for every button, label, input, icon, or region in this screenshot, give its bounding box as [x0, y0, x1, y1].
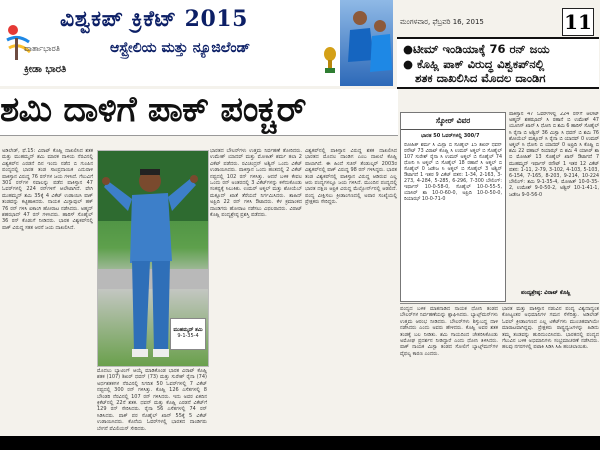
teaser-box	[397, 37, 599, 89]
article-column: ಅಡಿಲೇಡ್, ಫೆ.15: ವಿರಾಟ್ ಕೊಹ್ಲಿ ದಾಖಲಿಸಿದ ಶತಕ ಮತ್ತು ಮುಹಮ್ಮದ್ ಶಮಿ ಮಾರಕ ದಾಳಿಯ ನೆರವಿನಲ್ಲಿ ವಿಶ್ವಕಪ್‌ನ ಎರಡನೆ ದಿನ ಇಂದು ನಡೆದ ಬಿ ಗುಂಪಿನ ಪಂದ್ಯದಲ್ಲಿ ಭಾರತ ತಂಡ ಸಾಂಪ್ರದಾಯಿಕ ಎದುರಾಳಿ ಪಾಕಿಸ್ತಾನ ವಿರುದ್ಧ 76 ರನ್‌ಗಳ ಜಯ ಗಳಿಸಿದೆ. ಗೆಲುವಿಗೆ 301 ರನ್‌ಗಳ ಸವಾಲನ್ನು ಪಡೆದ ಪಾಕಿಸ್ತಾನ 47 ಓವರ್‌ಗಳಲ್ಲಿ 224 ರನ್‌ಗಳಿಗೆ ಆಲೌಟಾಗಿದೆ. ವೇಗಿ ಮುಹಮ್ಮದ್ ಶಮಿ 35ಕ್ಕೆ 4 ವಿಕೆಟ್ ಉಡಾಯಿಸಿ ಪಾಕ್ ತಂಡವನ್ನು ಕಟ್ಟಿಹಾಕಿದರು. ನಾಯಕ ಮಿಸ್ಬಾವುಲ್ ಹಕ್ 76 ರನ್ ಗಳಿಸಿ ಏಕಾಂಗಿ ಹೋರಾಟ ನಡೆಸಿದರು. ಅಹ್ಮದ್ ಶಹಝಾದ್ 47 ರನ್ ಗಳಿಸಿದರು. ಹಾರಿಸ್ ಸೊಹೈಲ್ 36 ರನ್ ಕೊಡುಗೆ ನೀಡಿದರು. ಭಾರತ ವಿಶ್ವಕಪ್‌ನಲ್ಲಿ ಪಾಕ್ ವಿರುದ್ಧ ಸತತ ಆರನೆ ಜಯ ದಾಖಲಿಸಿದೆ.	[2, 148, 93, 231]
publication-label: ವಾರ್ತಾಭಾರತಿ	[24, 44, 60, 53]
divider	[400, 303, 599, 304]
teaser-line: ಶತಕ ದಾಖಲಿಸಿದ ಮೊದಲ ದಾಂಡಿಗ	[415, 71, 546, 85]
scorecard-heading: ಸ್ಕೋರ್ ವಿವರ	[401, 113, 505, 130]
masthead-title: ವಿಶ್ವಕಪ್ ಕ್ರಿಕೆಟ್ 2015	[60, 6, 248, 32]
article-column: ಭಾರತದ ಬೌಲರ್‌ಗಳು ಉತ್ತಮ ನಿರ್ವಹಣೆ ತೋರಿದರು. ಉಮೇಶ್ ಯಾದವ್ ಮತ್ತು ಮೋಹಿತ್ ಶರ್ಮ ತಲಾ 2 ವಿಕೆಟ್ ಪಡೆದರು. ರವಿಚಂದ್ರನ್ ಅಶ್ವಿನ್ ಒಂದು ವಿಕೆಟ್ ಉಡಾಯಿಸಿದರು. ಪಾಕಿಸ್ತಾನ ಒಂದು ಹಂತದಲ್ಲಿ 2 ವಿಕೆಟ್ ನಷ್ಟದಲ್ಲಿ 102 ರನ್ ಗಳಿಸಿತ್ತು. ಆದರೆ ಬಳಿಕ ಕೇವಲ ಒಂದು ರನ್ ಅಂತರದಲ್ಲಿ 3 ವಿಕೆಟ್‌ಗಳನ್ನು ಕಳೆದುಕೊಂಡು ಸಂಕಷ್ಟಕ್ಕೆ ಸಿಲುಕಿತು. ಉಮರ್ ಅಕ್ಮಲ್ ಮತ್ತು ಶೋಯೆಬ್ ಮಕ್ಸೂದ್ ಖಾತೆ ತೆರೆಯದೆ ನಿರ್ಗಮಿಸಿದರು. ಶಾಹಿದ್ ಅಫ್ರಿದಿ 22 ರನ್ ಗಳಿಸಿ ಔಟಾದರು. ಕೆಳ ಕ್ರಮಾಂಕದ ದಾಂಡಿಗರು ಹೋರಾಟ ನಡೆಸಲು ವಿಫಲರಾದರು. ವಿರಾಟ್ ಕೊಹ್ಲಿ ಪಂದ್ಯಶ್ರೇಷ್ಠ ಪ್ರಶಸ್ತಿ ಪಡೆದರು.	[210, 148, 302, 219]
masthead-banner	[0, 0, 393, 86]
photo-caption	[170, 318, 206, 350]
teaser-line: ●ಟೀಮ್ ಇಂಡಿಯಾಕ್ಕೆ 76 ರನ್ ಜಯ	[403, 42, 550, 56]
page-number: 11	[562, 8, 594, 36]
trophy-icon	[323, 46, 337, 74]
sidebar-footer: ಪಂದ್ಯಶ್ರೇಷ್ಠ: ವಿರಾಟ್ ಕೊಹ್ಲಿ	[521, 290, 571, 296]
caption-name: ಮುಹಮ್ಮದ್ ಶಮಿ	[173, 327, 203, 333]
article-column: ಮೊದಲು ಬ್ಯಾಟಿಂಗ್ ಆಯ್ಕೆ ಮಾಡಿಕೊಂಡ ಭಾರತ ವಿರಾಟ್ ಕೊಹ್ಲಿ ಶತಕ (107) ಶಿಖರ್ ಧವನ್ (73) ಮತ್ತು ಸುರೇಶ್ ರೈನಾ (74) ಅರ್ಧಶತಕಗಳ ನೆರವಿನಲ್ಲಿ ನಿಗದಿತ 50 ಓವರ್‌ಗಳಲ್ಲಿ 7 ವಿಕೆಟ್ ನಷ್ಟದಲ್ಲಿ 300 ರನ್ ಗಳಿಸಿತ್ತು. ಕೊಹ್ಲಿ 126 ಎಸೆತಗಳಲ್ಲಿ 8 ಬೌಂಡರಿ ನೆರವಿನಲ್ಲಿ 107 ರನ್ ಗಳಿಸಿದರು. ಇದು ಅವರ ಏಕದಿನ ಕ್ರಿಕೆಟ್‌ನಲ್ಲಿ 22ನೆ ಶತಕ. ಧವನ್ ಮತ್ತು ಕೊಹ್ಲಿ ಎರಡನೆ ವಿಕೆಟ್‌ಗೆ 129 ರನ್ ಸೇರಿಸಿದರು. ರೈನಾ 56 ಎಸೆತಗಳಲ್ಲಿ 74 ರನ್ ಸಿಡಿಸಿದರು. ಪಾಕ್ ಪರ ಸೊಹೈಲ್ ಖಾನ್ 55ಕ್ಕೆ 5 ವಿಕೆಟ್ ಉಡಾಯಿಸಿದರು. ಕೊನೆಯ ಓವರ್‌ಗಳಲ್ಲಿ ಭಾರತದ ದಾಂಡಿಗರು ಬೇಗನೆ ಪೆವಿಲಿಯನ್ ಸೇರಿದರು.	[97, 368, 207, 432]
scorecard-subheading: ಭಾರತ 50 ಓವರ್‌ಗಳಲ್ಲಿ 300/7	[421, 133, 480, 139]
scorecard-sidebar	[507, 112, 599, 300]
headline: ಶಮಿ ದಾಳಿಗೆ ಪಾಕ್ ಪಂಕ್ಚರ್	[0, 89, 306, 130]
article-column: ಭಾರತ ಮತ್ತು ಪಾಕಿಸ್ತಾನ ನಡುವಿನ ಪಂದ್ಯ ವಿಶ್ವದಾದ್ಯಂತ ಕೋಟ್ಯಂತರ ಅಭಿಮಾನಿಗಳ ಗಮನ ಸೆಳೆದಿತ್ತು. ಅಡಿಲೇಡ್ ಓವಲ್ ಕ್ರೀಡಾಂಗಣದ ಎಲ್ಲ ಟಿಕೆಟ್‌ಗಳು ಮುಂಚಿತವಾಗಿಯೇ ಮಾರಾಟವಾಗಿದ್ದವು. ಪ್ರೇಕ್ಷಕರು ರಾಷ್ಟ್ರಧ್ವಜಗಳನ್ನು ಹಿಡಿದು ತಮ್ಮ ತಂಡವನ್ನು ಹುರಿದುಂಬಿಸಿದರು. ಭಾರತದಲ್ಲಿ ಪಂದ್ಯದ ಗೆಲುವಿನ ಬಳಿಕ ಅಭಿಮಾನಿಗಳು ಸಂಭ್ರಮಾಚರಣೆ ನಡೆಸಿದರು. ಹಲವು ನಗರಗಳಲ್ಲಿ ಪಟಾಕಿ ಸಿಡಿಸಿ ಸಿಹಿ ಹಂಚಲಾಯಿತು.	[502, 306, 599, 351]
teaser-line: ● ಕೊಹ್ಲಿ ಪಾಕ್ ವಿರುದ್ಧ ವಿಶ್ವಕಪ್‌ನಲ್ಲಿ	[403, 57, 545, 71]
article-column: ವಿಶ್ವಕಪ್‌ನಲ್ಲಿ ಪಾಕಿಸ್ತಾನ ವಿರುದ್ಧ ಶತಕ ದಾಖಲಿಸಿದ ಭಾರತದ ಮೊದಲ ದಾಂಡಿಗ ಎಂಬ ದಾಖಲೆ ಕೊಹ್ಲಿ ಪಾಲಾಗಿದೆ. ಈ ಹಿಂದೆ ಸಚಿನ್ ತೆಂಡುಲ್ಕರ್ 2003ರ ವಿಶ್ವಕಪ್‌ನಲ್ಲಿ ಪಾಕ್ ವಿರುದ್ಧ 98 ರನ್ ಗಳಿಸಿದ್ದರು. ಭಾರತ ತಂಡ ವಿಶ್ವಕಪ್‌ನಲ್ಲಿ ಪಾಕಿಸ್ತಾನ ವಿರುದ್ಧ ಆಡಿರುವ ಎಲ್ಲ ಆರು ಪಂದ್ಯಗಳಲ್ಲೂ ಜಯ ಗಳಿಸಿದೆ. ಮುಂದಿನ ಪಂದ್ಯದಲ್ಲಿ ಭಾರತ ದಕ್ಷಿಣ ಆಫ್ರಿಕ ವಿರುದ್ಧ ಮೆಲ್ಬೋರ್ನ್‌ನಲ್ಲಿ ಆಡಲಿದೆ. ಪಂದ್ಯ ವೀಕ್ಷಿಸಲು ಕ್ರೀಡಾಂಗಣದಲ್ಲಿ ಅಪಾರ ಸಂಖ್ಯೆಯಲ್ಲಿ ಪ್ರೇಕ್ಷಕರು ಸೇರಿದ್ದರು.	[305, 148, 397, 206]
sidebar-body: ಪಾಕಿಸ್ತಾನ 47 ಓವರ್‌ಗಳಲ್ಲಿ 224 ರನ್‌ಗೆ ಆಲೌಟ್ ಅಹ್ಮದ್ ಶಹಝಾದ್ ಸಿ ರಹಾನೆ ಬಿ ಉಮೇಶ್ 47 ಯೂನಿಸ್ ಖಾನ್ ಸಿ ಧೋನಿ ಬಿ ಶಮಿ 6 ಹಾರಿಸ್ ಸೊಹೈಲ್ ಸಿ ರೈನಾ ಬಿ ಅಶ್ವಿನ್ 36 ಮಿಸ್ಬಾ ಸಿ ಧವನ್ ಬಿ ಶಮಿ 76 ಶೋಯೆಬ್ ಮಕ್ಸೂದ್ ಸಿ ರೈನಾ ಬಿ ಯಾದವ್ 0 ಉಮರ್ ಅಕ್ಮಲ್ ಸಿ ಧೋನಿ ಬಿ ಯಾದವ್ 0 ಅಫ್ರಿದಿ ಸಿ ಕೊಹ್ಲಿ ಬಿ ಶಮಿ 22 ವಹಾಬ್ ರಿಯಾಝ್ ಬಿ ಶಮಿ 4 ಯಾಸಿರ್ ಶಾ ಬಿ ಮೋಹಿತ್ 13 ಸೊಹೈಲ್ ಖಾನ್ ಔಟಾಗದೆ 7 ಮುಹಮ್ಮದ್ ಇರ್ಫಾನ್ ರನೌಟ್ 1 ಇತರ 12 ವಿಕೆಟ್ ಪತನ: 1-11, 2-79, 3-102, 4-103, 5-103, 6-154, 7-165, 8-203, 9-214, 10-224 ಬೌಲಿಂಗ್: ಶಮಿ 9-1-35-4, ಮೋಹಿತ್ 10-0-35-2, ಉಮೇಶ್ 9-0-50-2, ಅಶ್ವಿನ್ 10-1-41-1, ಜಡೇಜ 9-0-56-0	[509, 112, 599, 198]
cricket-logo-icon	[3, 22, 33, 62]
headline-strip	[0, 89, 398, 136]
article-column: ಪಂದ್ಯದ ಬಳಿಕ ಮಾತನಾಡಿದ ನಾಯಕ ಧೋನಿ ತಂಡದ ಬೌಲರ್‌ಗಳ ನಿರ್ವಹಣೆಯನ್ನು ಶ್ಲಾಘಿಸಿದರು. ಬ್ಯಾಟ್ಸ್‌ಮನ್‌ಗಳು ಉತ್ತಮ ಆರಂಭ ನೀಡಿದರು. ಬೌಲರ್‌ಗಳು ಶಿಸ್ತುಬದ್ಧ ದಾಳಿ ನಡೆಸಿದರು ಎಂದು ಅವರು ಹೇಳಿದರು. ಕೊಹ್ಲಿ ಅವರ ಶತಕ ತಂಡಕ್ಕೆ ಬಲ ನೀಡಿತು. ಶಮಿ ಗಾಯದಿಂದ ಚೇತರಿಸಿಕೊಂಡು ಅಮೋಘ ಪ್ರದರ್ಶನ ನೀಡಿದ್ದಾರೆ ಎಂದು ಧೋನಿ ತಿಳಿಸಿದರು. ಪಾಕ್ ನಾಯಕ ಮಿಸ್ಬಾ ತಂಡದ ಸೋಲಿಗೆ ಬ್ಯಾಟ್ಸ್‌ಮನ್‌ಗಳ ವೈಫಲ್ಯ ಕಾರಣ ಎಂದರು.	[400, 306, 498, 357]
masthead-subtitle: ಆಸ್ಟ್ರೇಲಿಯ ಮತ್ತು ನ್ಯೂಜಿಲೆಂಡ್	[110, 40, 251, 56]
scorecard-panel	[400, 112, 506, 302]
section-brand: ಕ್ರೀಡಾ ಭಾರತಿ	[24, 64, 67, 75]
caption-figures: 9-1-35-4	[177, 333, 199, 339]
players-photo	[340, 0, 393, 86]
scorecard-body: ರೋಹಿತ್ ಶರ್ಮ ಸಿ ಮಿಸ್ಬಾ ಬಿ ಸೊಹೈಲ್ 15 ಶಿಖರ್ ಧವನ್ ರನೌಟ್ 73 ವಿರಾಟ್ ಕೊಹ್ಲಿ ಸಿ ಉಮರ್ ಅಕ್ಮಲ್ ಬಿ ಸೊಹೈಲ್ 107 ಸುರೇಶ್ ರೈನಾ ಸಿ ಉಮರ್ ಅಕ್ಮಲ್ ಬಿ ಸೊಹೈಲ್ 74 ಧೋನಿ ಸಿ ಅಕ್ಮಲ್ ಬಿ ಸೊಹೈಲ್ 18 ರಹಾನೆ ಸಿ ಅಕ್ಮಲ್ ಬಿ ಸೊಹೈಲ್ 0 ಜಡೇಜ ಸಿ ಅಕ್ಮಲ್ ಬಿ ಸೊಹೈಲ್ 3 ಅಶ್ವಿನ್ ಔಟಾಗದೆ 1 ಇತರ 9 ವಿಕೆಟ್ ಪತನ: 1-34, 2-163, 3-273, 4-284, 5-285, 6-296, 7-300 ಬೌಲಿಂಗ್: ಇರ್ಫಾನ್ 10-0-58-0, ಸೊಹೈಲ್ 10-0-55-5, ಯಾಸಿರ್ ಶಾ 10-0-60-0, ಅಫ್ರಿದಿ 10-0-50-0, ರಿಯಾಝ್ 10-0-71-0	[404, 143, 502, 202]
issue-date: ಮಂಗಳವಾರ, ಫೆಬ್ರವರಿ 16, 2015	[400, 18, 484, 26]
